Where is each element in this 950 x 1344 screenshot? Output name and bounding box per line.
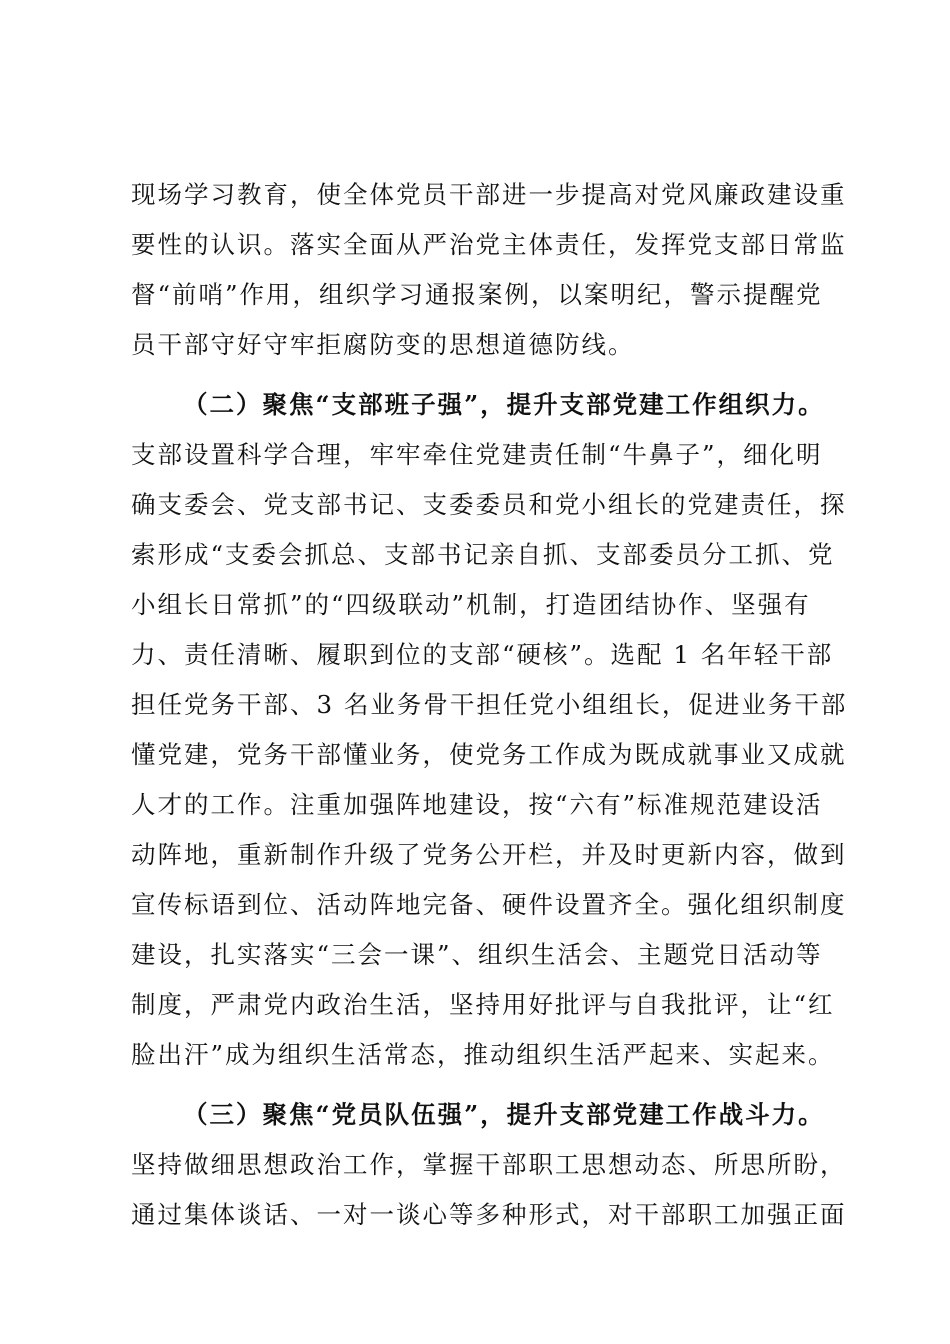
text-line: 索形成“支委会抓总、支部书记亲自抓、支部委员分工抓、党 [131,540,835,569]
paragraph-1 [131,170,847,370]
section-heading-2: （二）聚焦“支部班子强”，提升支部党建工作组织力。 [183,390,825,419]
text-line: 坚持做细思想政治工作，掌握干部职工思想动态、所思所盼， [131,1150,847,1179]
paragraph-3 [131,1090,847,1240]
text-line: 担任党务干部、3 名业务骨干担任党小组组长，促进业务干部 [131,690,848,719]
text-line: 力、责任清晰、履职到位的支部“硬核”。选配 1 名年轻干部 [131,640,834,669]
text-line: 支部设置科学合理，牢牢牵住党建责任制“牛鼻子”，细化明 [131,440,823,469]
text-line: 要性的认识。落实全面从严治党主体责任，发挥党支部日常监 [131,230,847,259]
text-line: 动阵地，重新制作升级了党务公开栏，并及时更新内容，做到 [131,840,847,869]
document-body [131,170,848,1240]
text-line: 脸出汗”成为组织生活常态，推动组织生活严起来、实起来。 [131,1040,835,1069]
text-line: 宣传标语到位、活动阵地完备、硬件设置齐全。强化组织制度 [131,890,847,919]
text-line: 确支委会、党支部书记、支委委员和党小组长的党建责任，探 [131,490,847,519]
text-line: 督“前哨”作用，组织学习通报案例，以案明纪，警示提醒党 [131,280,823,309]
text-line: 小组长日常抓”的“四级联动”机制，打造团结协作、坚强有 [131,590,811,619]
text-line: 建设，扎实落实“三会一课”、组织生活会、主题党日活动等 [131,940,823,969]
text-line: 通过集体谈话、一对一谈心等多种形式，对干部职工加强正面 [131,1200,847,1229]
text-line: 人才的工作。注重加强阵地建设，按“六有”标准规范建设活 [131,790,823,819]
section-heading-3: （三）聚焦“党员队伍强”，提升支部党建工作战斗力。 [183,1100,825,1129]
text-line: 员干部守好守牢拒腐防变的思想道德防线。 [131,330,635,359]
text-line: 制度，严肃党内政治生活，坚持用好批评与自我批评，让“红 [131,990,835,1019]
text-line: 现场学习教育，使全体党员干部进一步提高对党风廉政建设重 [131,180,847,209]
paragraph-2 [131,380,848,1080]
text-line: 懂党建，党务干部懂业务，使党务工作成为既成就事业又成就 [131,740,847,769]
